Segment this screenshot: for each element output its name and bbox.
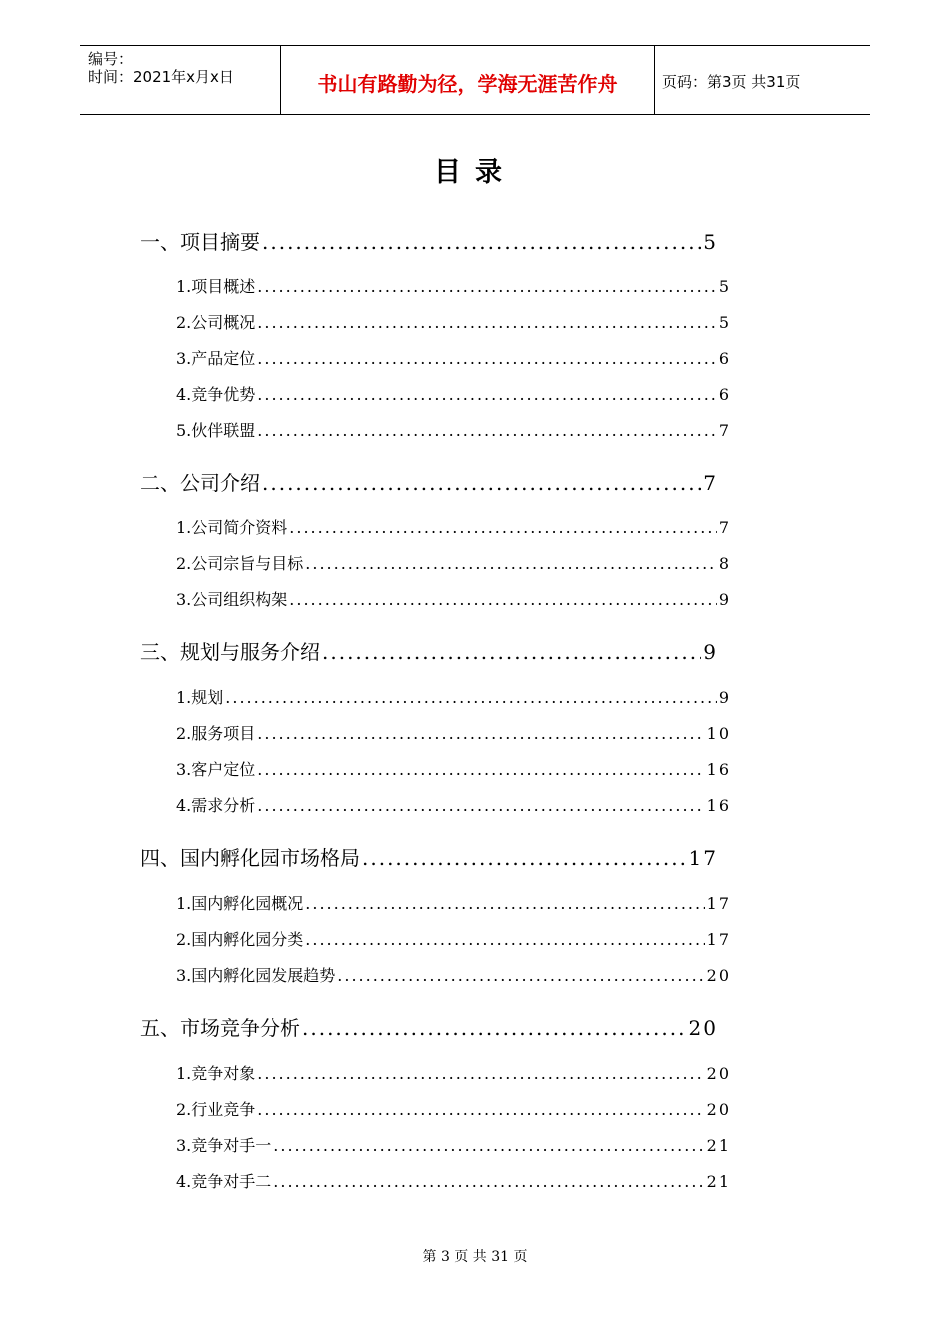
toc-dot-leader: [257, 760, 704, 779]
toc-entry-label: 2.服务项目: [176, 724, 256, 743]
toc-entry-page-number: 7: [718, 421, 731, 440]
toc-subsection-entry[interactable]: [176, 310, 731, 333]
toc-entry-page-number: 5: [718, 313, 731, 332]
toc-entry-page-number: 20: [706, 1100, 731, 1119]
toc-dot-leader: [225, 688, 717, 707]
toc-entry-page-number: 6: [718, 349, 731, 368]
toc-dot-leader: [302, 1016, 687, 1040]
toc-entry-label: 3.客户定位: [176, 760, 256, 779]
toc-entry-label: 4.需求分析: [176, 796, 256, 815]
toc-dot-leader: [257, 313, 717, 332]
toc-entry-label: 5.伙伴联盟: [176, 421, 256, 440]
toc-dot-leader: [305, 930, 704, 949]
toc-subsection-entry[interactable]: [176, 685, 731, 708]
toc-entry-page-number: 20: [706, 966, 731, 985]
toc-subsection-entry[interactable]: [176, 721, 731, 744]
toc-entry-label: 4.竞争优势: [176, 385, 256, 404]
toc-dot-leader: [257, 277, 717, 296]
toc-entry-label: 二、公司介绍: [140, 471, 260, 495]
toc-entry-label: 4.竞争对手二: [176, 1172, 272, 1191]
toc-entry-label: 2.行业竞争: [176, 1100, 256, 1119]
toc-subsection-entry[interactable]: [176, 963, 731, 986]
toc-entry-page-number: 20: [688, 1016, 718, 1040]
toc-dot-leader: [262, 471, 701, 495]
toc-subsection-entry[interactable]: [176, 927, 731, 950]
toc-entry-page-number: 16: [706, 760, 731, 779]
toc-entry-label: 1.公司简介资料: [176, 518, 288, 537]
toc-section-entry[interactable]: [140, 467, 718, 496]
toc-entry-label: 2.公司宗旨与目标: [176, 554, 304, 573]
toc-dot-leader: [273, 1172, 704, 1191]
toc-subsection-entry[interactable]: [176, 1169, 731, 1192]
toc-entry-label: 1.项目概述: [176, 277, 256, 296]
toc-entry-page-number: 9: [718, 688, 731, 707]
toc-dot-leader: [257, 796, 704, 815]
toc-entry-label: 3.产品定位: [176, 349, 256, 368]
toc-entry-page-number: 10: [706, 724, 731, 743]
toc-dot-leader: [257, 1064, 704, 1083]
toc-section-entry[interactable]: [140, 226, 718, 255]
toc-entry-page-number: 20: [706, 1064, 731, 1083]
toc-subsection-entry[interactable]: [176, 793, 731, 816]
toc-dot-leader: [289, 590, 717, 609]
page-footer: 第 3 页 共 31 页: [422, 1249, 528, 1265]
toc-entry-page-number: 21: [706, 1172, 731, 1191]
toc-dot-leader: [362, 846, 687, 870]
toc-dot-leader: [257, 421, 717, 440]
toc-entry-label: 1.规划: [176, 688, 224, 707]
toc-subsection-entry[interactable]: [176, 382, 731, 405]
toc-dot-leader: [289, 518, 717, 537]
toc-subsection-entry[interactable]: [176, 587, 731, 610]
toc-entry-page-number: 17: [688, 846, 718, 870]
toc-entry-label: 1.竞争对象: [176, 1064, 256, 1083]
toc-dot-leader: [305, 894, 704, 913]
toc-entry-page-number: 7: [703, 471, 718, 495]
toc-entry-page-number: 5: [703, 230, 718, 254]
toc-subsection-entry[interactable]: [176, 757, 731, 780]
toc-entry-label: 2.国内孵化园分类: [176, 930, 304, 949]
toc-subsection-entry[interactable]: [176, 1133, 731, 1156]
toc-entry-page-number: 6: [718, 385, 731, 404]
toc-entry-label: 3.竞争对手一: [176, 1136, 272, 1155]
toc-entry-label: 2.公司概况: [176, 313, 256, 332]
toc-section-entry[interactable]: [140, 1012, 718, 1041]
toc-entry-page-number: 9: [718, 590, 731, 609]
document-date-label: 时间：2021年x月x日: [88, 68, 234, 86]
toc-entry-label: 四、国内孵化园市场格局: [140, 846, 360, 870]
toc-entry-page-number: 9: [703, 640, 718, 664]
toc-subsection-entry[interactable]: [176, 891, 731, 914]
toc-subsection-entry[interactable]: [176, 1061, 731, 1084]
toc-entry-page-number: 7: [718, 518, 731, 537]
toc-dot-leader: [257, 349, 717, 368]
toc-subsection-entry[interactable]: [176, 515, 731, 538]
toc-subsection-entry[interactable]: [176, 1097, 731, 1120]
toc-dot-leader: [257, 724, 704, 743]
toc-dot-leader: [262, 230, 701, 254]
toc-entry-page-number: 8: [718, 554, 731, 573]
toc-section-entry[interactable]: [140, 842, 718, 871]
toc-title: 目录: [434, 157, 516, 188]
toc-entry-label: 三、规划与服务介绍: [140, 640, 320, 664]
toc-dot-leader: [305, 554, 717, 573]
toc-subsection-entry[interactable]: [176, 274, 731, 297]
toc-subsection-entry[interactable]: [176, 346, 731, 369]
toc-dot-leader: [257, 1100, 704, 1119]
toc-section-entry[interactable]: [140, 636, 718, 665]
toc-dot-leader: [337, 966, 704, 985]
toc-dot-leader: [322, 640, 701, 664]
toc-dot-leader: [257, 385, 717, 404]
toc-entry-page-number: 17: [706, 894, 731, 913]
toc-entry-label: 五、市场竞争分析: [140, 1016, 300, 1040]
document-number-label: 编号：: [88, 50, 134, 68]
toc-entry-page-number: 16: [706, 796, 731, 815]
toc-entry-page-number: 17: [706, 930, 731, 949]
toc-subsection-entry[interactable]: [176, 551, 731, 574]
toc-entry-page-number: 5: [718, 277, 731, 296]
toc-entry-page-number: 21: [706, 1136, 731, 1155]
toc-dot-leader: [273, 1136, 704, 1155]
toc-entry-label: 一、项目摘要: [140, 230, 260, 254]
toc-entry-label: 3.公司组织构架: [176, 590, 288, 609]
toc-subsection-entry[interactable]: [176, 418, 731, 441]
header-motto: 书山有路勤为径，学海无涯苦作舟: [317, 72, 618, 96]
toc-entry-label: 1.国内孵化园概况: [176, 894, 304, 913]
header-page-info: 页码：第3页 共31页: [662, 73, 801, 91]
toc-entry-label: 3.国内孵化园发展趋势: [176, 966, 336, 985]
